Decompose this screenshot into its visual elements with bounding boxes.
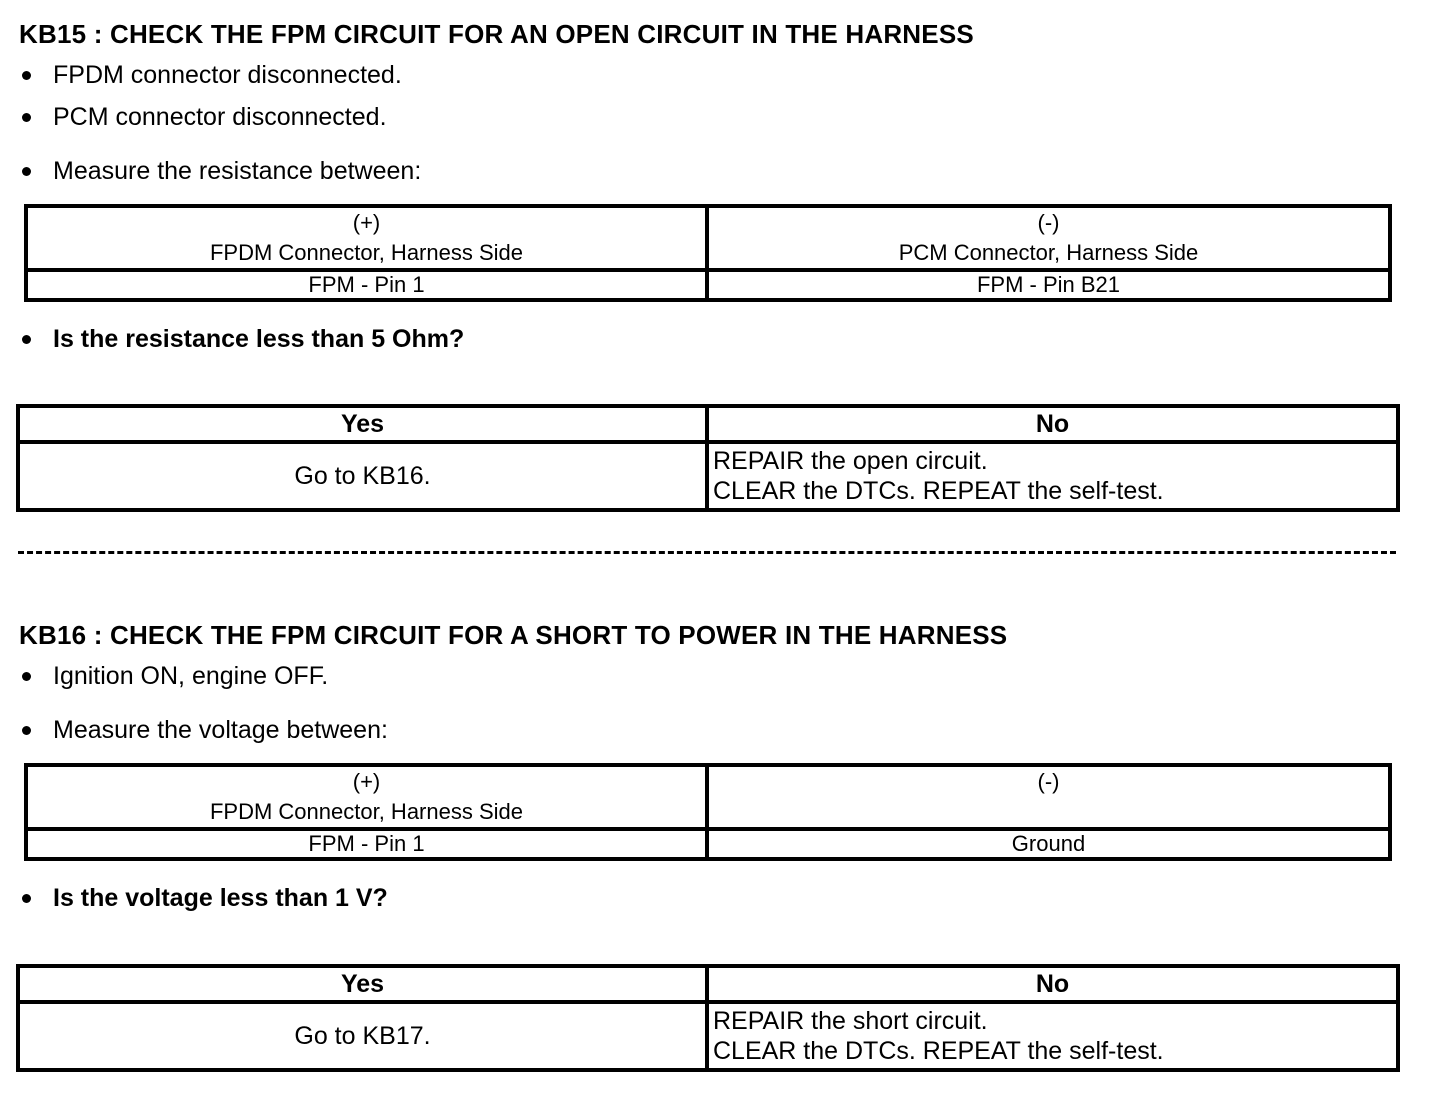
bullet-icon (22, 894, 31, 903)
kb16-question-text: Is the voltage less than 1 V? (53, 884, 388, 912)
bullet-icon (22, 71, 31, 80)
positive-symbol: (+) (352, 210, 381, 235)
bullet-icon (22, 726, 31, 735)
bullet-icon (22, 167, 31, 176)
kb16-no-action-line-1: REPAIR the short circuit. (713, 1007, 988, 1035)
kb15-yes-header: Yes (18, 406, 707, 442)
kb16-step-1 (20, 664, 328, 689)
kb16-positive-value: FPM - Pin 1 (26, 829, 707, 859)
kb16-step-1-text: Ignition ON, engine OFF. (53, 662, 329, 690)
kb15-step-1 (20, 63, 402, 88)
kb15-answer-table (16, 404, 1400, 512)
bullet-icon (22, 672, 31, 681)
kb15-no-action-line-2: CLEAR the DTCs. REPEAT the self-test. (713, 477, 1164, 505)
kb15-step-2 (20, 105, 387, 130)
kb16-no-action-line-2: CLEAR the DTCs. REPEAT the self-test. (713, 1037, 1164, 1065)
kb16-positive-header (26, 765, 707, 829)
kb15-step-2-text: PCM connector disconnected. (53, 103, 387, 131)
kb15-positive-value: FPM - Pin 1 (26, 270, 707, 300)
kb15-question (20, 327, 464, 352)
negative-symbol: (-) (1037, 210, 1060, 235)
kb16-yes-action: Go to KB17. (18, 1002, 707, 1070)
kb15-no-header: No (707, 406, 1398, 442)
kb15-measure-prompt-text: Measure the resistance between: (53, 157, 422, 185)
kb15-measure-table (24, 204, 1392, 302)
positive-label: FPDM Connector, Harness Side (209, 240, 524, 265)
kb15-heading: KB15 : CHECK THE FPM CIRCUIT FOR AN OPEN CIRCUIT IN THE HARNESS (19, 19, 974, 49)
kb15-step-1-text: FPDM connector disconnected. (53, 61, 402, 89)
kb15-positive-header (26, 206, 707, 270)
kb15-yes-action: Go to KB16. (18, 442, 707, 510)
kb16-question (20, 886, 388, 911)
kb15-negative-header (707, 206, 1390, 270)
kb15-question-text: Is the resistance less than 5 Ohm? (53, 325, 465, 353)
kb16-heading: KB16 : CHECK THE FPM CIRCUIT FOR A SHORT TO POWER IN THE HARNESS (19, 620, 1008, 650)
kb16-no-header: No (707, 966, 1398, 1002)
bullet-icon (22, 335, 31, 344)
kb16-measure-table (24, 763, 1392, 861)
section-separator (18, 551, 1396, 554)
kb16-answer-table (16, 964, 1400, 1072)
kb15-negative-value: FPM - Pin B21 (707, 270, 1390, 300)
negative-symbol: (-) (1037, 769, 1060, 794)
kb16-negative-header (707, 765, 1390, 829)
kb16-measure-prompt (20, 718, 388, 743)
kb16-measure-prompt-text: Measure the voltage between: (53, 716, 388, 744)
kb16-no-action (707, 1002, 1398, 1070)
bullet-icon (22, 113, 31, 122)
positive-label: FPDM Connector, Harness Side (209, 799, 524, 824)
positive-symbol: (+) (352, 769, 381, 794)
kb15-no-action (707, 442, 1398, 510)
negative-label: PCM Connector, Harness Side (898, 240, 1199, 265)
kb16-yes-header: Yes (18, 966, 707, 1002)
kb15-no-action-line-1: REPAIR the open circuit. (713, 447, 988, 475)
kb16-negative-value: Ground (707, 829, 1390, 859)
kb15-measure-prompt (20, 159, 421, 184)
